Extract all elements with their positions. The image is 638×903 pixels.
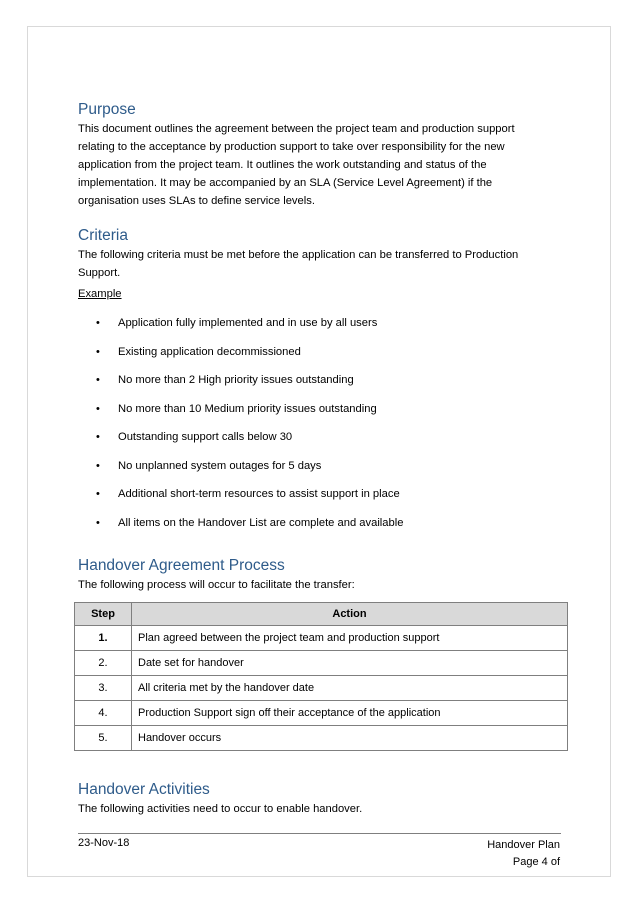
list-item bbox=[78, 371, 403, 400]
action-column-header: Action bbox=[132, 603, 568, 626]
step-cell: 1. bbox=[75, 626, 132, 651]
list-item bbox=[78, 400, 403, 429]
step-column-header: Step bbox=[75, 603, 132, 626]
list-item bbox=[78, 514, 403, 543]
criteria-line: The following criteria must be met before the application can be transferred to Production bbox=[78, 249, 519, 261]
bullet-icon: • bbox=[96, 402, 100, 415]
table-header-row bbox=[75, 603, 568, 626]
purpose-section bbox=[78, 100, 515, 210]
list-item-text: Additional short-term resources to assist support in place bbox=[118, 488, 400, 500]
handover-process-section bbox=[78, 556, 355, 594]
handover-process-intro: The following process will occur to facilitate the transfer: bbox=[78, 579, 355, 591]
list-item-text: Existing application decommissioned bbox=[118, 345, 301, 358]
list-item-text: No unplanned system outages for 5 days bbox=[118, 459, 322, 472]
list-item-text: No more than 2 High priority issues outstanding bbox=[118, 374, 354, 386]
bullet-icon: • bbox=[96, 317, 100, 329]
step-cell: 5. bbox=[75, 726, 132, 751]
bullet-icon: • bbox=[96, 516, 100, 529]
purpose-heading: Purpose bbox=[78, 101, 136, 118]
criteria-list bbox=[78, 314, 403, 542]
purpose-line: application from the project team. It outlines the work outstanding and status of the bbox=[78, 159, 487, 171]
table-row bbox=[75, 726, 568, 751]
table-row bbox=[75, 651, 568, 676]
list-item bbox=[78, 485, 403, 514]
criteria-section bbox=[78, 226, 518, 282]
bullet-icon: • bbox=[96, 374, 100, 386]
criteria-heading: Criteria bbox=[78, 227, 128, 244]
step-cell: 3. bbox=[75, 676, 132, 701]
bullet-icon: • bbox=[96, 459, 100, 472]
bullet-icon: • bbox=[96, 345, 100, 358]
purpose-line: relating to the acceptance by production support to take over responsibility for the new bbox=[78, 141, 505, 153]
table-row bbox=[75, 626, 568, 651]
table-row bbox=[75, 676, 568, 701]
handover-activities-heading: Handover Activities bbox=[78, 781, 210, 798]
criteria-line: Support. bbox=[78, 267, 121, 279]
list-item-text: Application fully implemented and in use by all users bbox=[118, 317, 378, 329]
handover-activities-intro: The following activities need to occur to enable handover. bbox=[78, 803, 363, 815]
footer-doc-title: Handover Plan bbox=[487, 839, 560, 851]
purpose-line: organisation uses SLAs to define service levels. bbox=[78, 195, 315, 207]
footer-date: 23-Nov-18 bbox=[78, 837, 130, 849]
handover-process-heading: Handover Agreement Process bbox=[78, 557, 285, 574]
list-item-text: No more than 10 Medium priority issues outstanding bbox=[118, 402, 377, 415]
action-cell: Production Support sign off their acceptance of the application bbox=[132, 701, 568, 726]
action-cell: All criteria met by the handover date bbox=[132, 676, 568, 701]
table-row bbox=[75, 701, 568, 726]
step-cell: 4. bbox=[75, 701, 132, 726]
list-item bbox=[78, 457, 403, 486]
bullet-icon: • bbox=[96, 488, 100, 500]
bullet-icon: • bbox=[96, 431, 100, 443]
purpose-line: implementation. It may be accompanied by an SLA (Service Level Agreement) if the bbox=[78, 177, 493, 189]
action-cell: Handover occurs bbox=[132, 726, 568, 751]
list-item bbox=[78, 343, 403, 372]
list-item-text: Outstanding support calls below 30 bbox=[118, 431, 293, 443]
example-label: Example bbox=[78, 288, 122, 300]
footer-info bbox=[487, 837, 560, 871]
footer-divider bbox=[78, 833, 561, 834]
handover-steps-table bbox=[74, 602, 568, 751]
action-cell: Plan agreed between the project team and production support bbox=[132, 626, 568, 651]
list-item-text: All items on the Handover List are complete and available bbox=[118, 516, 404, 529]
step-cell: 2. bbox=[75, 651, 132, 676]
handover-activities-section bbox=[78, 780, 362, 818]
footer-page-number: Page 4 of bbox=[512, 856, 560, 868]
action-cell: Date set for handover bbox=[132, 651, 568, 676]
purpose-line: This document outlines the agreement between the project team and production support bbox=[78, 123, 515, 135]
list-item bbox=[78, 428, 403, 457]
list-item bbox=[78, 314, 403, 343]
